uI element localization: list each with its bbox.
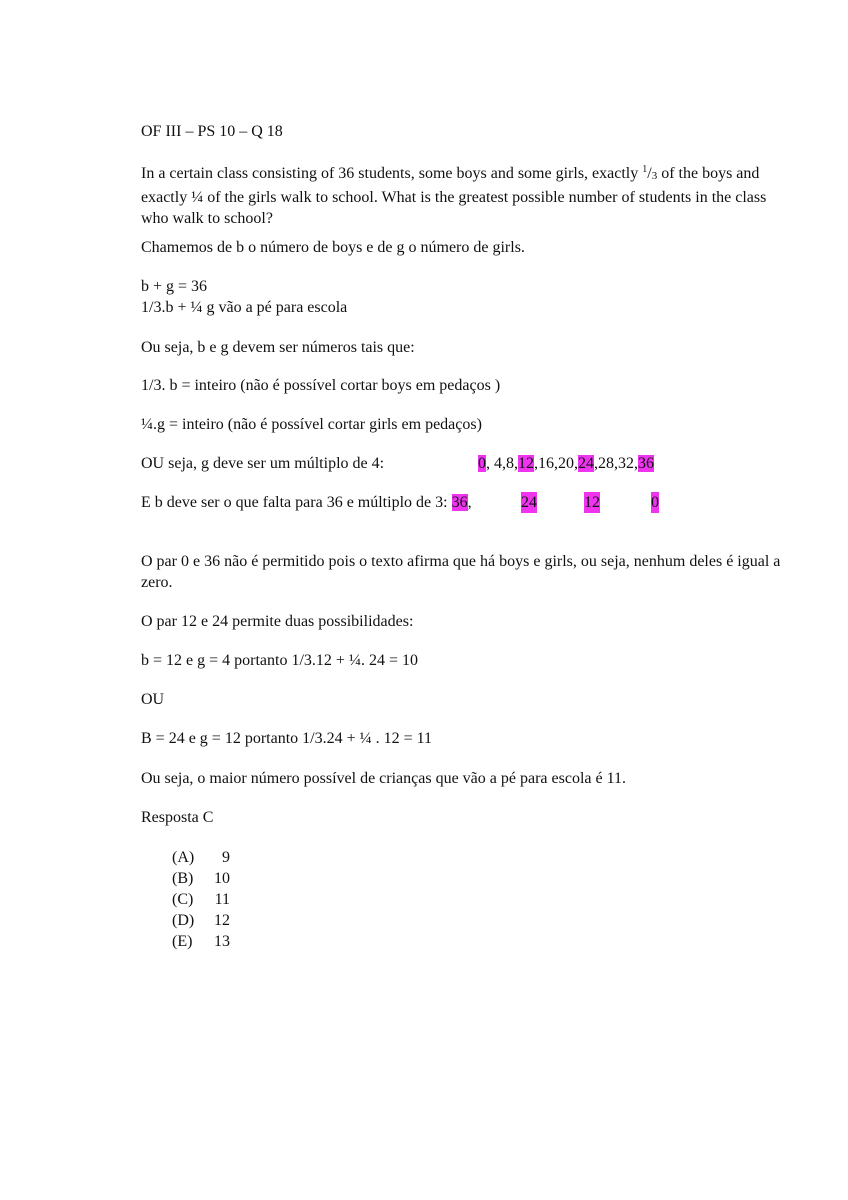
choice-c	[172, 889, 230, 910]
choice-value: 9	[222, 849, 230, 866]
choice-value: 10	[214, 870, 230, 887]
choice-letter: (B)	[172, 870, 194, 887]
question-text: In a certain class consisting of 36 students, some boys and some girls, exactly $^1$/3 of the boys and exactly ¼ of the girls walk to school. What is the greatest possible number of students in the class who walk to school?	[141, 164, 767, 227]
pair-twelve-paragraph: O par 12 e 24 permite duas possibilidades:	[141, 613, 414, 630]
equation-walk: 1/3.b + ¼ g vão a pé para escola	[141, 299, 348, 316]
b-integer-paragraph: 1/3. b = inteiro (não é possível cortar boys em pedaços )	[141, 377, 501, 394]
choice-value: 13	[214, 933, 230, 950]
choice-letter: (C)	[172, 891, 194, 908]
ouseja-paragraph: Ou seja, b e g devem ser números tais que:	[141, 339, 415, 356]
equation-sum: b + g = 36	[141, 278, 208, 295]
calculation-1: b = 12 e g = 4 portanto 1/3.12 + ¼. 24 = 10	[141, 652, 418, 669]
g-multiples-label: OU seja, g deve ser um múltiplo de 4:	[141, 455, 385, 472]
choice-value: 11	[214, 891, 230, 908]
choice-letter: (D)	[172, 912, 195, 929]
ou-text: OU	[141, 691, 165, 708]
answer-choices	[172, 847, 230, 952]
g-multiples-list	[478, 453, 654, 474]
b-comma: ,	[467, 494, 472, 511]
doc-title: OF III – PS 10 – Q 18	[141, 123, 283, 140]
fraction-numerator: 1	[642, 164, 648, 175]
b-complement-label: E b deve ser o que falta para 36 e múltiplo de 3:	[141, 494, 452, 511]
highlight-g-12: 12	[518, 455, 534, 472]
g-list-sep-1: , 4,8,	[486, 455, 518, 472]
conclusion-paragraph: Ou seja, o maior número possível de crianças que vão a pé para escola é 11.	[141, 770, 626, 787]
g-integer-paragraph: ¼.g = inteiro (não é possível cortar girls em pedaços)	[141, 416, 482, 433]
choice-d	[172, 910, 230, 931]
highlight-b-0: 0	[651, 494, 659, 511]
highlight-g-36: 36	[638, 455, 654, 472]
calculation-2: B = 24 e g = 12 portanto 1/3.24 + ¼ . 12 = 11	[141, 730, 433, 747]
highlight-b-12: 12	[584, 494, 600, 511]
b-complement-line	[141, 492, 831, 513]
answer-text: Resposta C	[141, 809, 214, 826]
choice-b	[172, 868, 230, 889]
highlight-b-24: 24	[521, 494, 537, 511]
choice-letter: (A)	[172, 849, 195, 866]
g-list-sep-3: ,28,32,	[594, 455, 638, 472]
define-paragraph: Chamemos de b o número de boys e de g o número de girls.	[141, 239, 525, 256]
highlight-b-36: 36	[451, 494, 468, 511]
choice-e	[172, 931, 230, 952]
highlight-g-0: 0	[478, 455, 486, 472]
question-part2: of the boys and exactly ¼ of the girls walk to school. What is the greatest possible number of students in the class who walk to school?	[141, 165, 767, 227]
g-list-sep-2: ,16,20,	[534, 455, 578, 472]
pair-zero-paragraph: O par 0 e 36 não é permitido pois o texto afirma que há boys e girls, ou seja, nenhum deles é igual a zero.	[141, 553, 781, 591]
highlight-g-24: 24	[578, 455, 594, 472]
choice-value: 12	[214, 912, 230, 929]
fraction-denominator: 3	[651, 170, 658, 182]
g-multiples-line	[141, 453, 831, 474]
question-part1: In a certain class consisting of 36 students, some boys and some girls, exactly	[141, 165, 643, 182]
choice-letter: (E)	[172, 933, 193, 950]
choice-a	[172, 847, 230, 868]
